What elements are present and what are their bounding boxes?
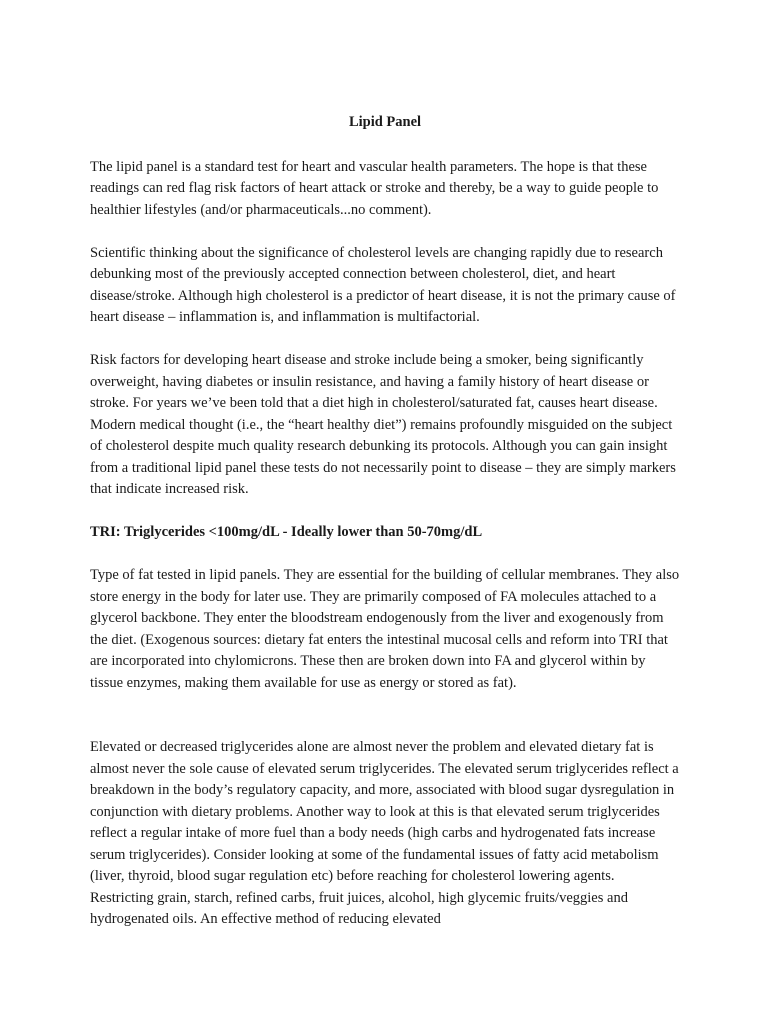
paragraph-elevated-triglycerides: Elevated or decreased triglycerides alone are almost never the problem and elevated dietary fat is almost never the sole cause of elevated serum triglycerides. The elevated serum triglycerides reflect a breakdown in the body’s regulatory capacity, and more, associated with blood sugar dysregulation in conjunction with dietary problems. Another way to look at this is that elevated serum triglycerides reflect a regular intake of more fuel than a body needs (high carbs and hydrogenated fats increase serum triglycerides). Consider looking at some of the fundamental issues of fatty acid metabolism (liver, thyroid, blood sugar regulation etc) before reaching for cholesterol lowering agents. Restricting grain, starch, refined carbs, fruit juices, alcohol, high glycemic fruits/veggies and hydrogenated oils. An effective method of reducing elevated — [90, 739, 679, 927]
document-body — [90, 112, 680, 952]
page-title: Lipid Panel — [348, 114, 422, 130]
paragraph-risk-factors: Risk factors for developing heart disease and stroke include being a smoker, being significantly overweight, having diabetes or insulin resistance, and having a family history of heart disease or stroke. For years we’ve been told that a diet high in cholesterol/saturated fat, causes heart disease. Modern medical thought (i.e., the “heart healthy diet”) remains profoundly misguided on the subject of cholesterol despite much quality research debunking its protocols. Although you can gain insight from a traditional lipid panel these tests do not necessarily point to disease – they are simply markers that indicate increased risk. — [90, 352, 676, 497]
paragraph-triglycerides-definition: Type of fat tested in lipid panels. They are essential for the building of cellular membranes. They also store energy in the body for later use. They are primarily composed of FA molecules attached to a glycerol backbone. They enter the bloodstream endogenously from the liver and exogenously from the diet. (Exogenous sources: dietary fat enters the intestinal mucosal cells and reform into TRI that are incorporated into chylomicrons. These then are broken down into FA and glycerol within by tissue enzymes, making them available for use as energy or stored as fat). — [90, 567, 680, 691]
paragraph-intro: The lipid panel is a standard test for heart and vascular health parameters. The hope is that these readings can red flag risk factors of heart attack or stroke and thereby, be a way to guide people to healthier lifestyles (and/or pharmaceuticals...no comment). — [90, 158, 659, 218]
paragraph-scientific-thinking: Scientific thinking about the significance of cholesterol levels are changing rapidly due to research debunking most of the previously accepted connection between cholesterol, diet, and heart disease/stroke. Although high cholesterol is a predictor of heart disease, it is not the primary cause of heart disease – inflammation is, and inflammation is multifactorial. — [90, 244, 676, 325]
section-heading-triglycerides: TRI: Triglycerides <100mg/dL - Ideally lower than 50-70mg/dL — [90, 524, 483, 540]
